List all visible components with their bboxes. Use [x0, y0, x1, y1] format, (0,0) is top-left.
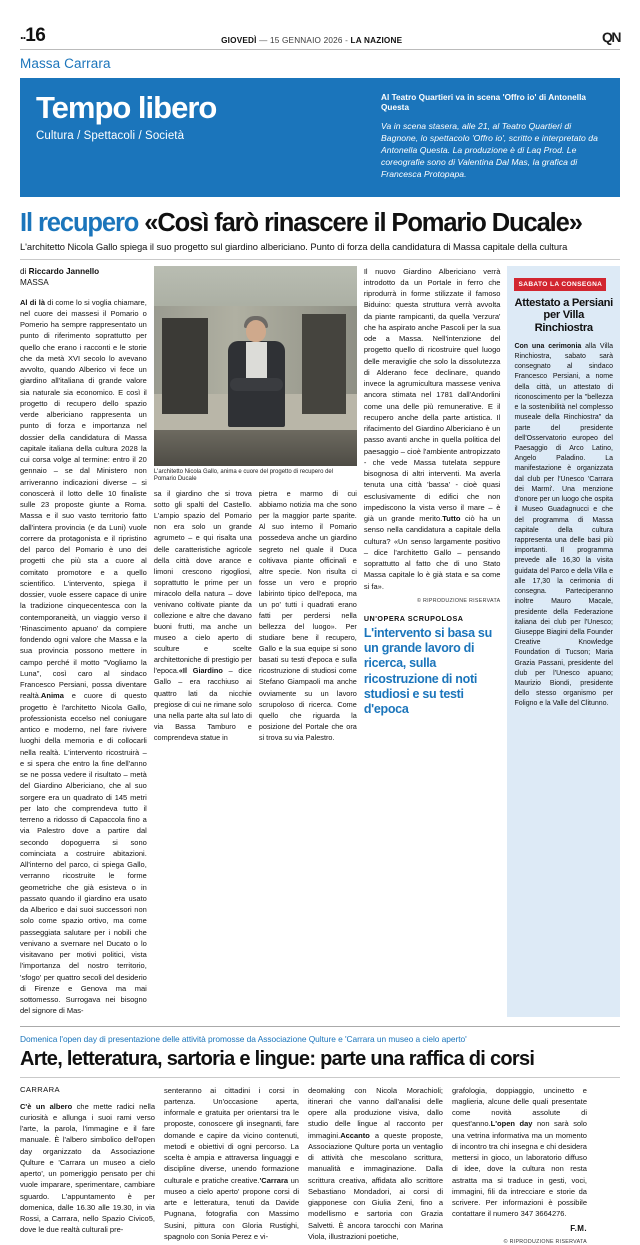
banner-promo-body: Va in scena stasera, alle 21, al Teatro Quartieri di Bagnone, lo spettacolo 'Offro io', scritto e interpretato da Antonella Questa. La produzione è di Laq Prod. Le coreografie sono di Valentina Dal Mas, la grafica di Francesca Protopapa.	[381, 120, 598, 180]
sidebar-box	[507, 266, 620, 1017]
article2-col4-paragraph	[452, 1085, 587, 1220]
photo-person-head	[246, 320, 266, 342]
article1-col2-text2: – dice Gallo – era racchiuso ai quattro lati da nicchie pregiose di cui ne rimane solo una nella parte alta sul lato di via Bassa Tamburo e comprendeva statue in	[153, 666, 252, 742]
photo-doorway-right	[302, 314, 346, 414]
article2-signature: F.M.	[570, 1223, 587, 1233]
article1-pullquote-kicker: UN'OPERA SCRUPOLOSA	[363, 613, 464, 623]
article1-pullquote: L'intervento si basa su un grande lavoro di ricerca, sulla ricostruzione di noti studiosi e su testi d'epoca	[363, 625, 492, 717]
sidebar-text: alla Villa Rinchiostra, sabato sarà consegnato al sindaco Francesco Persiani, a nome della città, un attestato di riconoscimento per la "bellezza e la sostenibilità nel complesso museale della Rinchiostra" da parte del presidente dell'Osservatorio europeo del Paesaggio di Arco Latino, Angelo Paladino. La manifestazione è organizzata dal club per l'Unesco 'Carrara dei Marmi'. Una menzione d'onore per un luogo che ospita il Museo Guadagnucci e che del programma di Massa capitale della cultura rappresenta una delle basi più importanti. Il programma prevede alle 16,30 la visita guidata del Parco e della Villa e alle 17,30 la cerimonia di consegna. Parteciperanno inoltre Mauro Macale, presidente della Federazione italiana dei club per l'Unesco; Giuseppe Biagini della Founder Creative Knowledge Foundation di Tucson; Maria Grazia Passani, presidente del club per l'Unesco apuano; Maurizio Biondi, presidente dello stesso organismo per Foligno e la Valle del Clitunno.	[514, 342, 614, 708]
article1-photo	[154, 266, 357, 466]
article1-column-4	[364, 266, 501, 1017]
article2-copyright: © RIPRODUZIONE RISERVATA	[503, 1238, 587, 1245]
article1-headline-text: «Così farò rinascere il Pomario Ducale»	[144, 208, 582, 237]
banner-promo	[371, 92, 604, 181]
article2-col4-lead: L'open day	[490, 1119, 533, 1129]
article1-column-1	[20, 266, 147, 1017]
article1-col1-paragraph	[20, 297, 147, 1017]
article1-header	[20, 197, 620, 260]
article1-col2-lead: «Il Giardino	[178, 666, 223, 676]
article1-byline	[20, 266, 147, 288]
article1-body	[20, 260, 620, 1017]
section-label: Massa Carrara	[20, 56, 111, 71]
article2-col2-lead: 'Carrara	[259, 1175, 289, 1185]
article1-col4-text2: ciò ha un senso nella candidatura a capitale della cultura? «Un senso largamente positivo – dice l'architetto Gallo – pensando soprattutto al fatto che di uno Stato Massa capitale lo è già stata e sa come si fa».	[363, 514, 501, 591]
article2-col3-lead: Accanto	[340, 1130, 370, 1140]
article1-column-3	[259, 488, 357, 743]
article1-lower-columns	[154, 484, 357, 743]
banner-title: Tempo libero	[36, 90, 217, 125]
byline-place: MASSA	[20, 277, 49, 287]
article2-col1-paragraph	[20, 1101, 155, 1236]
article2-col1-text: che mette radici nella curiosità e allunga i suoi rami verso l'arte, la parola, l'immagine e il fare manuale. È l'albero simbolico dell'open day organizzato da Associazione Qulture e 'Carrara un museo a cielo aperto', un pomeriggio pensato per chi vuole imparare, sperimentare, cambiare sguardo. L'appuntamento è per domenica, dalle 16.30 alle 19.30, in via Rossi, a Carrara, nello Spazio Civico5, dove le due realtà culturali pre-	[20, 1101, 156, 1235]
article2-column-2	[164, 1085, 299, 1245]
article2-kicker: Domenica l'open day di presentazione delle attività promosse da Associazione Qulture e 'Carrara un museo a cielo aperto'	[20, 1033, 467, 1044]
article2-column-4	[452, 1085, 587, 1245]
article2-column-1	[20, 1085, 155, 1245]
article2-column-3	[308, 1085, 443, 1245]
article1-subhead: L'architetto Nicola Gallo spiega il suo progetto sul giardino albericiano. Punto di forza della candidatura di Massa capitale della cultura	[20, 240, 568, 252]
article1-col3-paragraph: pietra e marmo di cui abbiamo notizia ma che sono per la maggior parte sparite. Al suo interno il Pomario possedeva anche un giardino segreto nel quale il Duca coltivava piante officinali e altre specie. Non risulta ci fosse un vero e proprio labirinto tipico dell'epoca, ma un po' tutti i quadrati erano fatti per perdersi nella bellezza del luogo». Per studiare bene il recupero, Gallo e la sua equipe si sono basati su testi d'epoca e sulla ricostruzione di studiosi come Stefano Giampaoli ma anche ovviamente su un lavoro scrupoloso di ricerca. Come quello che riguarda la posizione del Portale che ora si trova su via Palestro.	[258, 489, 357, 742]
article1-col4-lead: Tutto	[442, 514, 461, 524]
folio-dots: ..	[20, 27, 26, 42]
masthead-rule	[20, 49, 620, 50]
article2-col3-paragraph	[308, 1085, 443, 1243]
article2-col3-text: deomaking con Nicola Morachioli; itinerari che vanno dall'analisi delle opere alla produzione visiva, dallo studio delle lingue al racconto per immagini.	[308, 1085, 443, 1140]
section-banner	[20, 78, 620, 197]
article1-col1-text2: e cuore di questo progetto è l'architetto Nicola Gallo, professionista eccelso nel coniugare antico e moderno, nel fare rivivere luoghi della memoria e di collocarli nella realtà. L'intervento ricostruirà – e si spera che entro la fine dell'anno se ne possa vedere il risultato – metà del Giardino Albericiano, che al suo sorgere era un quadrato di 145 metri per lato che comprendeva tutto il terreno a ridosso di Capaccola fino a via Palestro dove a partire dal secondo dopoguerra si sono cominciata a costruire abitazioni. All'interno del parco, ci spiega Gallo, verranno ricostruite le forme geometriche che già esisteva o in passato quando il giardino era usato da Alberico e dai suoi successori non solo come spazio ortivo, ma come passeggiata salutare per i nobili che venivano a svernare nel Ducato o lo visitavano per motivi politici, vista l'importanza del nostro territorio, 'sfogo' per quattro secoli del desiderio di Firenze e Genova ma mai sottomesso. Surrogava nei bisogno del signore di Mas-	[20, 691, 147, 1016]
article1-center-block	[154, 266, 357, 1017]
article1-photo-block	[154, 266, 357, 485]
sidebar-lead: Con una cerimonia	[514, 342, 582, 350]
byline-prefix: di	[20, 266, 27, 276]
article2-col2-text2: un museo a cielo aperto' propone corsi di arte e letteratura, tenuti da Davide Pugnana, fotografia con Massimo Susini, pittura con Gloria Rustighi, spagnolo con Sonia Perez e vi-	[164, 1175, 299, 1241]
article1-col2-paragraph	[154, 488, 252, 743]
article2-body	[20, 1078, 620, 1245]
masthead	[20, 0, 620, 49]
article1-col2-text: sa il giardino che si trova sotto gli spalti del Castello. L'ampio spazio del Pomario non era solo un grande agrumeto – e qui risalta una delle caratteristiche agricole della città dove arance e limoni crescono rigogliosi, soprattutto le prime per un miracolo della natura – dove venivano coltivate piante da collezione e altre che davano buoni frutti, ma anche un museo a cielo aperto di sculture e scelte architettoniche di prestigio per l'epoca.	[153, 489, 252, 676]
article2-col4-text2: non sarà solo una vetrina informativa ma un momento di incontro tra chi insegna e chi desidera mettersi in gioco, un laboratorio diffuso di idee, dove la cultura non resta astratta ma si traduce in gesti, voci, immagini, fili da intrecciare e storie da scrivere. Per informazioni è possibile contattare il numero 347 3664276.	[452, 1119, 587, 1219]
folio-number: 16	[25, 25, 46, 46]
sidebar-badge: SABATO LA CONSEGNA	[514, 278, 606, 291]
dateline	[221, 36, 402, 45]
banner-subtitle: Cultura / Spettacoli / Società	[36, 130, 185, 142]
sidebar-title: Attestato a Persiani per Villa Rinchiostra	[514, 296, 613, 335]
page-folio	[20, 26, 45, 45]
article1-col1-text: di come lo si voglia chiamare, nel cuore dei massesi il Pomario o Pomerio ha sempre rappresentato un punto di riferimento soprattutto per quello che erano i racconti e le storie che da metà XVI secolo lo avevano avvolto, quando Alberico vi fece un giardino all'italiana di grande valore sia naturale sia economico. E così il progetto di recupero dello spazio verde albericiano rappresenta un punto di forza e importanza nel dossier della candidatura di Massa capitale italiana della cultura 2028 la cui corsa volge al termine: entro il 20 gennaio – se dal Ministero non arriveranno indicazioni diverse – si conoscerà il lotto delle 10 finaliste sulle 23 proposte giunte a Roma. Massa e il suo vasto territorio fatto dall'intera provincia (e da Luni) vuole correre da protagonista e il ripristino del parco del Pomario è uno dei progetti che più sta a cuore al comitato promotore e a quello scientifico. L'intervento, spiega il dossier, vuole essere capace di unire la tradizione cinquecentesca con la contemporaneità, un viaggio verso il 'Rinascimento apuano' da compiere fondendo ogni valore che Massa e la sua provincia possono mettere in campo perché il motto "Vogliamo la Luna", così caro al sindaco Francesco Persiani, possa diventare realtà.	[20, 297, 147, 701]
article2-headline: Arte, letteratura, sartoria e lingue: parte una raffica di corsi	[20, 1047, 535, 1070]
article1-col4-paragraph	[364, 266, 501, 592]
photo-ground	[154, 430, 357, 466]
article2-col1-lead: C'è un albero	[20, 1101, 73, 1111]
article2-col2-text: senteranno ai cittadini i corsi in partenza. Un'occasione aperta, informale e gratuita per orientarsi tra le proposte, conoscere gli insegnanti, fare domande e capire da vicino contenuti, metodi e obiettivi di ogni percorso. La scelta è ampia e attraversa linguaggi e discipline diverse, unendo formazione culturale e pratiche creative.	[164, 1085, 299, 1185]
byline-author: Riccardo Jannello	[28, 266, 100, 276]
dateline-paper: LA NAZIONE	[350, 36, 403, 45]
dateline-dash-2: -	[345, 36, 349, 45]
banner-left	[36, 92, 371, 181]
sidebar-body	[514, 342, 613, 710]
photo-person-arms	[230, 378, 283, 391]
article1-copyright: © RIPRODUZIONE RISERVATA	[417, 597, 501, 604]
article1-photo-caption: L'architetto Nicola Gallo, anima e cuore del progetto di recupero del Pomario Ducale	[153, 468, 334, 483]
article2-col3-text2: a queste proposte, Associazione Qulture porta un ventaglio di attività che mescolano scrittura, manualità e immaginazione. Dalla scrittura creativa, affidata allo scrittore Sebastiano Mondadori, ai corsi di giapponese con Giulia Zeni, fino a modellismo e sartoria con Grazia Salvetti. È ancora tarocchi con Marina Viola, illustrazioni poetiche,	[308, 1130, 443, 1241]
qn-logo: QN	[601, 29, 620, 45]
photo-doorway-left	[162, 318, 208, 414]
article2-col4-text: grafologia, doppiaggio, uncinetto e maglieria, alcune delle quali presentate come novità assolute di quest'anno.	[452, 1085, 587, 1129]
photo-person-shirt	[246, 342, 267, 382]
article1-col1-lead: Al di là	[20, 297, 46, 307]
article1-column-2	[154, 488, 252, 743]
banner-promo-title: Al Teatro Quartieri va in scena 'Offro io' di Antonella Questa	[381, 93, 586, 113]
article2-col2-paragraph	[164, 1085, 299, 1243]
article1-col4-text: Il nuovo Giardino Albericiano verrà introdotto da un Portale in ferro che riprodurrà in forme stilizzate il famoso Biduino: questa struttura verrà avvolta da piante rampicanti, da quella 'verzura' che ha aspirato anche Pascoli per la sua ode a Massa. Nell'intenzione del progetto quello di ricostruire quel luogo delle meraviglie che solo la dissolutezza di Alderano fece declinare, quando invece la agrumicultura massese veniva ancora stimata nel 1781 dall'Andorlini come una delle più remunerative. E il recupero anche della parte artistica. Il rifacimento del Giardino Albericiano è un passo avanti anche in quella politica del paesaggio – cioè l'ambiente antropizzato - che vede Massa tutelata seppure bisognosa di altri interventi. Ma averla tenuta una città 'bassa' - cioè quasi esclusivamente di edifici che non impediscono la vista verso il mare – è già un grande merito.	[363, 266, 501, 524]
article1-col1-lead2: Anima	[40, 691, 64, 701]
article1-headline	[20, 210, 620, 236]
dateline-weekday: GIOVEDÌ	[221, 36, 257, 45]
dateline-dash-1: —	[259, 36, 268, 45]
article1-kicker: Il recupero	[20, 208, 139, 237]
dateline-date: 15 GENNAIO 2026	[269, 36, 343, 45]
article2-place: CARRARA	[20, 1084, 60, 1094]
